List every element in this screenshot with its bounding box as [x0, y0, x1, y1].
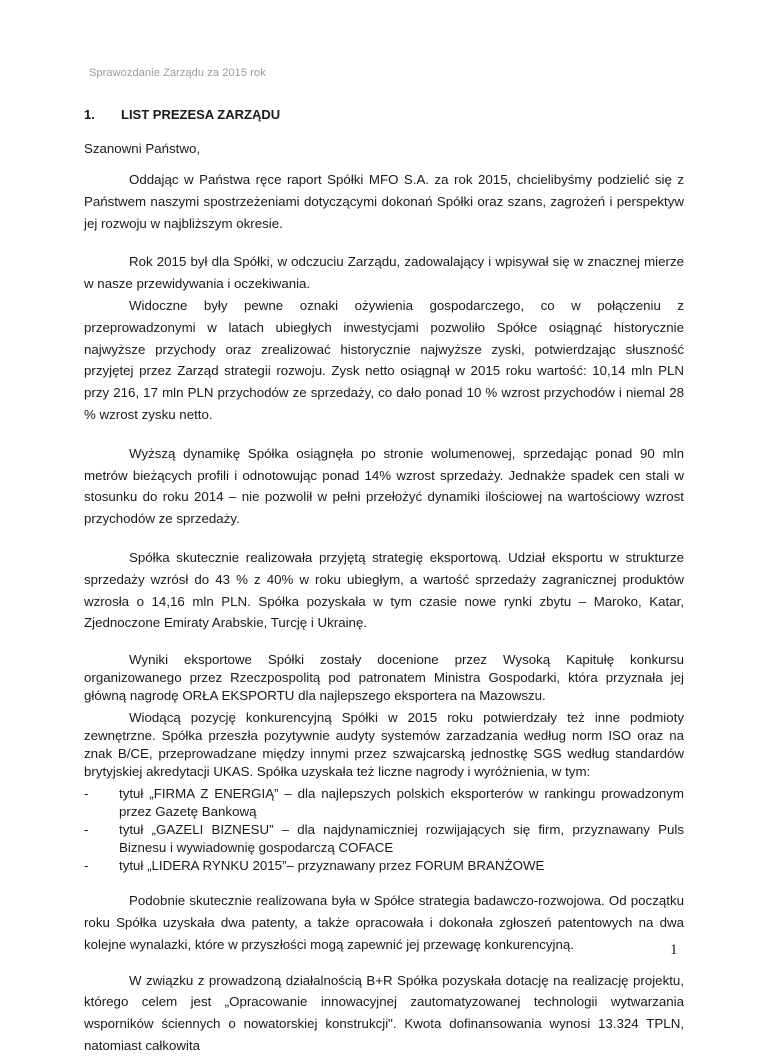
bullet-marker: -	[84, 858, 89, 874]
letter-body	[84, 139, 684, 1057]
paragraph-rnd-strategy: Podobnie skutecznie realizowana była w Spółce strategia badawczo-rozwojowa. Od początku roku Spółka uzyskała dwa patenty, a także opracowała i dokonała zgłoszeń patentowych na dwa kolejne wynalazki, które w przyszłości mogą zapewnić jej przewagę konkurencyjną.	[84, 893, 684, 952]
section-number: 1.	[84, 107, 95, 122]
paragraph-export-award: Wyniki eksportowe Spółki zostały docenione przez Wysoką Kapitułę konkursu organizowanego przez Rzeczpospolitą pod patronatem Ministra Gospodarki, która przyznała jej główną nagrodę ORŁA EKSPORTU dla najlepszego eksportera na Mazowszu.	[84, 652, 684, 704]
section-title: LIST PREZESA ZARZĄDU	[121, 107, 281, 122]
paragraph-volume-dynamics: Wyższą dynamikę Spółka osiągnęła po stronie wolumenowej, sprzedając ponad 90 mln metrów bieżących profili i odnotowując ponad 14% wzrost sprzedaży. Jednakże spadek cen stali w stosunku do roku 2014 – nie pozwolił w pełni przełożyć dynamiki ilościowej na wartościowy wzrost przychodów ze sprzedaży.	[84, 445, 684, 527]
page-number: 1	[670, 942, 678, 958]
award-text: tytuł „FIRMA Z ENERGIĄ” – dla najlepszych polskich eksporterów w rankingu prowadzonym przez Gazetę Bankową	[119, 786, 684, 820]
awards-list	[84, 785, 684, 875]
award-text: tytuł „LIDERA RYNKU 2015”– przyznawany przez FORUM BRANŻOWE	[119, 858, 545, 874]
section-heading	[84, 107, 280, 122]
paragraph-grant: W związku z prowadzoną działalnością B+R Spółka pozyskała dotację na realizację projektu, którego celem jest „Opracowanie innowacyjnej zautomatyzowanej technologii wytwarzania wsporników ściennych o nowatorskiej konstrukcji". Kwota dofinansowania wynosi 13.324 TPLN, natomiast całkowita	[84, 972, 684, 1053]
running-header: Sprawozdanie Zarządu za 2015 rok	[89, 67, 266, 79]
greeting: Szanowni Państwo,	[84, 141, 201, 156]
award-text: tytuł „GAZELI BIZNESU” – dla najdynamiczniej rozwijających się firm, przyznawany Puls Biznesu i wywiadownię gospodarczą COFACE	[119, 822, 684, 856]
paragraph-intro: Oddając w Państwa ręce raport Spółki MFO S.A. za rok 2015, chcielibyśmy podzielić się z Państwem naszymi spostrzeżeniami dotyczącymi dokonań Spółki oraz szans, zagrożeń i perspektyw jej rozwoju w najbliższym okresie.	[84, 172, 684, 231]
paragraph-export-strategy: Spółka skutecznie realizowała przyjętą strategię eksportową. Udział eksportu w strukturze sprzedaży wzrósł do 43 % z 40% w roku ubiegłym, a wartość sprzedaży zagranicznej produktów wzrosła o 14,16 mln PLN. Spółka pozyskała w tym czasie nowe rynki zbytu – Maroko, Katar, Zjednoczone Emiraty Arabskie, Turcję i Ukrainę.	[84, 549, 684, 631]
list-item	[84, 785, 684, 821]
paragraph-competitive-position: Wiodącą pozycję konkurencyjną Spółki w 2015 roku potwierdzały też inne podmioty zewnętrzne. Spółka przeszła pozytywnie audyty systemów zarzadzania według norm ISO oraz na znak B/CE, przeprowadzane między innymi przez szwajcarską jednostkę SGS według standardów brytyjskiej akredytacji UKAS. Spółka uzyskała też liczne nagrody i wyróżnienia, w tym:	[84, 710, 684, 780]
list-item	[84, 821, 684, 857]
paragraph-year-assessment: Rok 2015 był dla Spółki, w odczuciu Zarządu, zadowalający i wpisywał się w znacznej mierze w nasze przewidywania i oczekiwania.	[84, 254, 684, 292]
bullet-marker: -	[84, 786, 89, 802]
paragraph-financial-results: Widoczne były pewne oznaki ożywienia gospodarczego, co w połączeniu z przeprowadzonymi w latach ubiegłych inwestycjami pozwoliło Spółce osiągnąć historycznie najwyższe przychody oraz zrealizować historycznie najwyższe zyski, potwierdzając słuszność przyjętej przez Zarząd strategii rozwoju. Zysk netto osiągnął w 2015 roku wartość: 10,14 mln PLN przy 216, 17 mln PLN przychodów ze sprzedaży, co dało ponad 10 % wzrost przychodów i niemal 28 % wzrost zysku netto.	[84, 297, 684, 422]
bullet-marker: -	[84, 822, 89, 838]
list-item	[84, 857, 684, 875]
